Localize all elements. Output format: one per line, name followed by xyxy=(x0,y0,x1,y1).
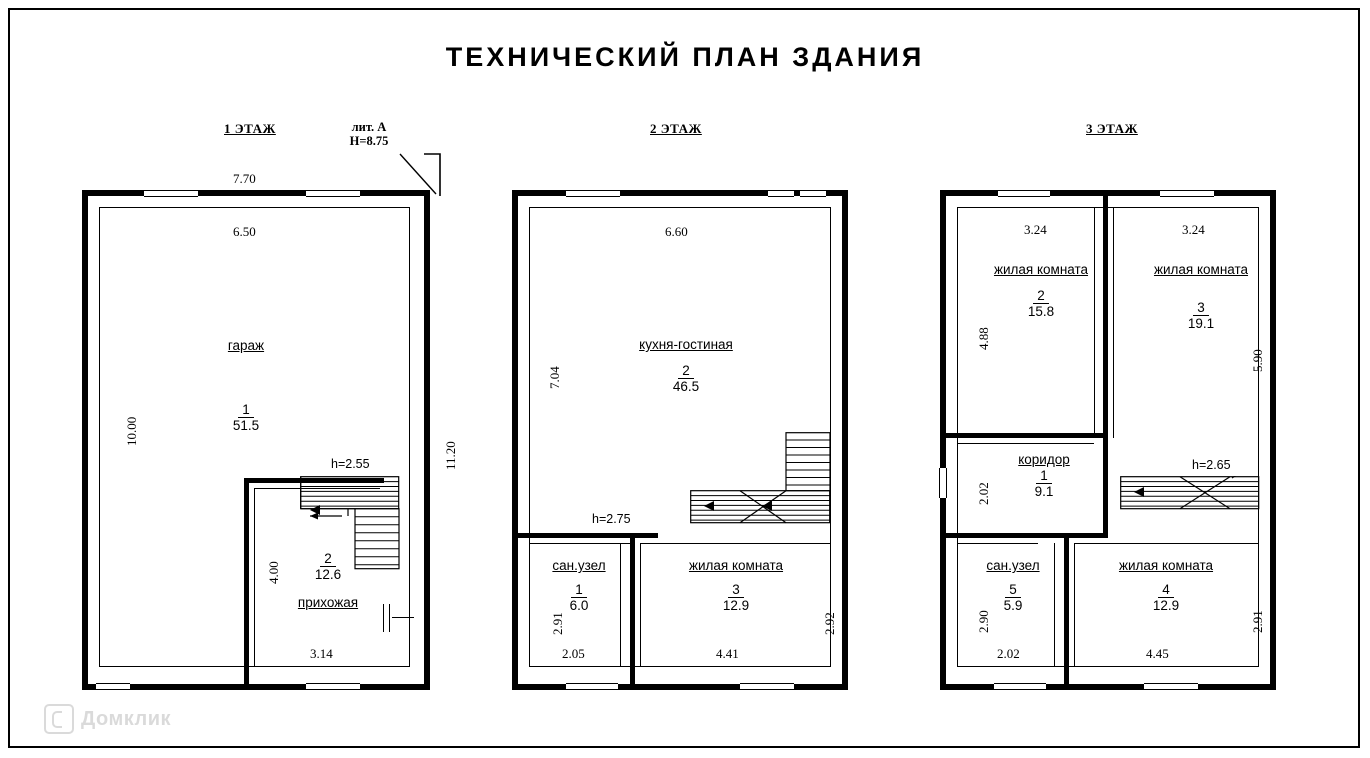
floor3-dim-left-bottom: 2.90 xyxy=(976,610,991,633)
room-living-3-3: жилая комната 3 19.1 xyxy=(1153,262,1249,331)
floor1-inner-left xyxy=(99,207,100,667)
floor3-corridor-wall-bottom xyxy=(940,533,1108,538)
floor1-wall-left xyxy=(82,190,88,690)
floor1-wall-top xyxy=(82,190,430,196)
floor3-wall-bottom xyxy=(940,684,1276,690)
floor3-corridor-inner-top xyxy=(957,443,1094,444)
floor-3-label: 3 ЭТАЖ xyxy=(1086,121,1138,136)
floor-1-label: 1 ЭТАЖ xyxy=(224,121,276,136)
floor2-partition-vertical xyxy=(630,533,635,690)
floor3-window-top-2 xyxy=(1160,190,1214,197)
floor2-inner-top xyxy=(529,207,831,208)
floor2-window-bottom-1 xyxy=(566,683,618,690)
floor2-dim-top: 6.60 xyxy=(665,224,688,239)
floor1-height-note: h=2.55 xyxy=(331,457,370,471)
floor3-dim-top-right: 3.24 xyxy=(1182,222,1205,237)
floor2-partition-horizontal xyxy=(512,533,658,538)
litera-height: H=8.75 xyxy=(349,134,389,148)
floor2-wall-top xyxy=(512,190,848,196)
floor1-door-tick xyxy=(424,612,425,624)
floor2-window-top-2 xyxy=(768,190,794,197)
floor1-inner-top xyxy=(99,207,410,208)
room-hallway: 2 12.6 прихожая xyxy=(297,551,359,610)
watermark xyxy=(44,704,171,734)
floor2-inner-bath-right xyxy=(620,543,621,666)
floor1-wall-bottom xyxy=(82,684,430,690)
floor1-stair-arrow xyxy=(308,500,330,520)
floor2-dim-left-bottom: 2.91 xyxy=(550,612,565,635)
room-garage: гараж 1 51.5 xyxy=(227,338,265,433)
floor1-dim-left: 10.00 xyxy=(124,416,139,446)
floor3-bath-inner-top xyxy=(957,543,1038,544)
room-corridor: коридор 1 9.1 xyxy=(1018,452,1070,499)
floor3-inner-room3-left xyxy=(1113,207,1114,438)
floor1-door-leader xyxy=(392,617,414,618)
floor2-wall-left xyxy=(512,190,518,690)
floor1-window-bottom-2 xyxy=(306,683,360,690)
floor2-inner-room-left xyxy=(640,543,641,666)
floor1-window-top-1 xyxy=(144,190,198,197)
floor3-room4-inner-top xyxy=(1074,543,1259,544)
floor3-inner-room2-right xyxy=(1094,207,1095,438)
floor1-hall-inner-left xyxy=(254,488,255,666)
floor3-dim-right-bottom: 2.91 xyxy=(1250,610,1265,633)
floor3-window-bottom-1 xyxy=(994,683,1046,690)
floor3-staircase xyxy=(1120,476,1262,542)
room-kitchen-living: кухня-гостиная 2 46.5 xyxy=(639,337,733,394)
floor2-window-top-1 xyxy=(566,190,620,197)
watermark-label: Домклик xyxy=(81,707,172,730)
floor3-height-note: h=2.65 xyxy=(1192,458,1231,472)
floor2-height-note: h=2.75 xyxy=(592,512,631,526)
floor3-window-left xyxy=(939,468,947,498)
litera-text: лит. А xyxy=(351,120,387,134)
floor3-inner-top xyxy=(957,207,1259,208)
floor2-window-top-3 xyxy=(800,190,826,197)
room-living-3-2: жилая комната 2 15.8 xyxy=(993,262,1089,319)
floor3-stair-wall xyxy=(1103,438,1108,533)
floor3-bath-wall-right xyxy=(1064,533,1069,690)
floor1-dim-right: 11.20 xyxy=(443,441,458,470)
floor1-dim-top-outer: 7.70 xyxy=(233,171,256,186)
floor3-bath-inner-right xyxy=(1054,543,1055,666)
page-title: ТЕХНИЧЕСКИЙ ПЛАН ЗДАНИЯ xyxy=(445,42,925,72)
floor3-dim-left-top: 4.88 xyxy=(976,327,991,350)
floor3-room4-inner-left xyxy=(1074,543,1075,666)
floor2-dim-bottom-left: 2.05 xyxy=(562,646,585,661)
floor1-hall-wall-left xyxy=(244,478,249,690)
floor3-wall-top xyxy=(940,190,1276,196)
floor2-inner-bath-top xyxy=(529,543,630,544)
floor3-inner-bottom xyxy=(957,666,1259,667)
room-bathroom-floor2: сан.узел 1 6.0 xyxy=(552,558,606,613)
room-living-3-4: жилая комната 4 12.9 xyxy=(1118,558,1214,613)
floor2-dim-bottom-right: 4.41 xyxy=(716,646,739,661)
floor3-corridor-wall-top xyxy=(940,433,1108,438)
floor1-window-top-2 xyxy=(306,190,360,197)
room-living-floor2: жилая комната 3 12.9 xyxy=(688,558,784,613)
floor3-dim-corridor-left: 2.02 xyxy=(976,482,991,505)
floor3-wall-left xyxy=(940,190,946,690)
floor1-door-hall xyxy=(383,604,390,632)
domclick-logo-icon xyxy=(44,704,74,734)
floor-2-label: 2 ЭТАЖ xyxy=(650,121,702,136)
floor1-inner-right xyxy=(409,207,410,667)
floor2-inner-bottom xyxy=(529,666,831,667)
floor2-inner-left xyxy=(529,207,530,667)
floor1-window-bottom-1 xyxy=(96,683,130,690)
room-bathroom-floor3: сан.узел 5 5.9 xyxy=(986,558,1040,613)
floor3-wall-right xyxy=(1270,190,1276,690)
floor3-partition-top-vertical xyxy=(1103,190,1108,438)
floor3-window-top-1 xyxy=(998,190,1050,197)
floor2-wall-bottom xyxy=(512,684,848,690)
floor2-dim-right-bottom: 2.92 xyxy=(822,612,837,635)
floor2-inner-room-top xyxy=(640,543,831,544)
floor2-window-bottom-2 xyxy=(740,683,794,690)
floor2-staircase xyxy=(690,432,836,540)
floor3-dim-top-left: 3.24 xyxy=(1024,222,1047,237)
floor3-dim-bottom-left: 2.02 xyxy=(997,646,1020,661)
floor1-dim-bottom: 3.14 xyxy=(310,646,333,661)
floor3-dim-bottom-right: 4.45 xyxy=(1146,646,1169,661)
floor1-dim-top-inner: 6.50 xyxy=(233,224,256,239)
floor-1-litera xyxy=(338,120,400,148)
floor3-window-bottom-2 xyxy=(1144,683,1198,690)
floor1-inner-bottom xyxy=(99,666,410,667)
floor2-wall-right xyxy=(842,190,848,690)
floor1-dim-inner-left: 4.00 xyxy=(266,561,281,584)
floor1-corner-cut xyxy=(396,150,446,202)
floor3-dim-right-top: 5.90 xyxy=(1250,349,1265,372)
floor2-dim-left: 7.04 xyxy=(547,366,562,389)
